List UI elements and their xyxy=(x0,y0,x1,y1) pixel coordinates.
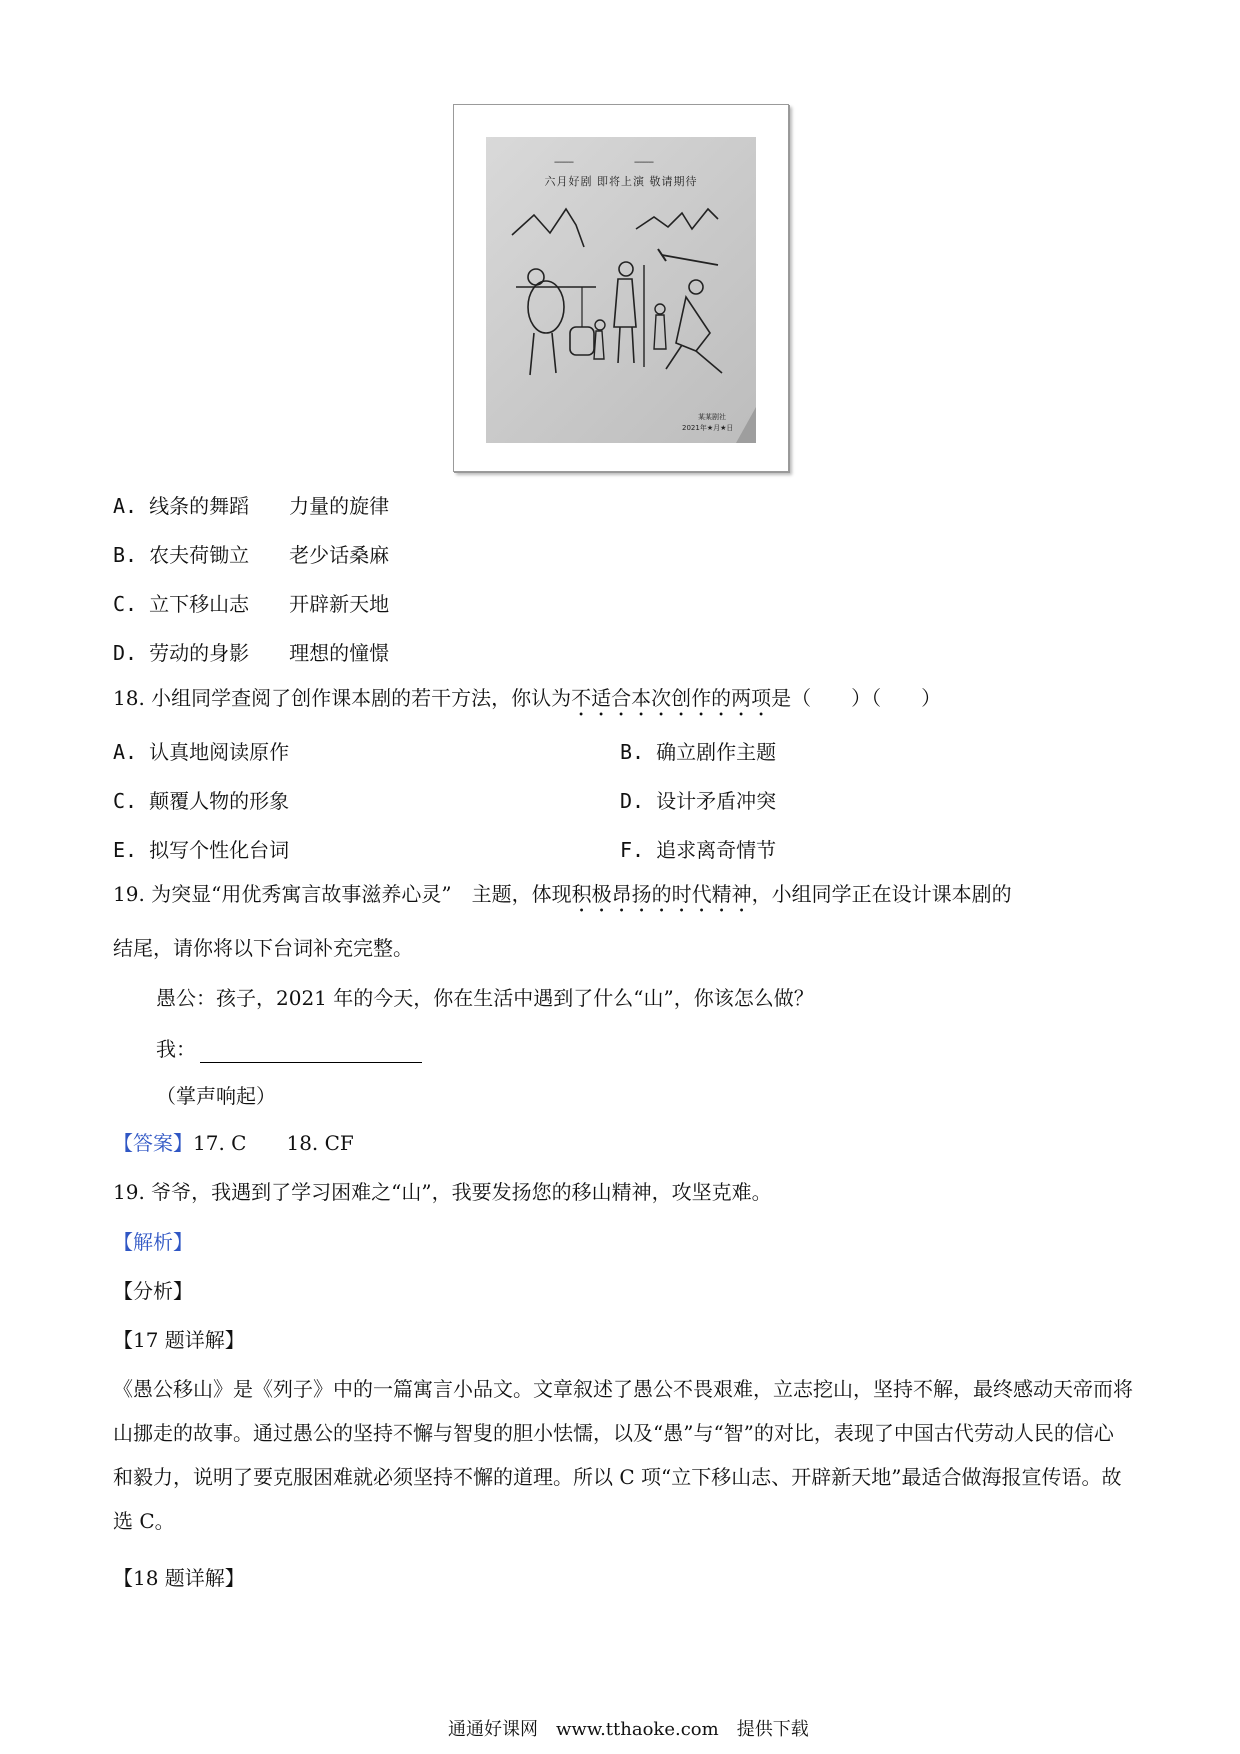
q19-emphasis: 积极昂扬的时代精神 xyxy=(571,882,752,906)
option-letter: B. xyxy=(113,543,138,567)
poster-image xyxy=(453,104,789,472)
q18-detail-label: 【18 题详解】 xyxy=(113,1566,245,1590)
analysis-label: 【解析】 xyxy=(113,1230,193,1254)
option-text: 线条的舞蹈 力量的旋律 xyxy=(149,494,390,518)
option-letter: F. xyxy=(620,838,645,862)
poster-org: 某某剧社 xyxy=(698,413,726,421)
q19-stem xyxy=(113,880,1012,917)
option-letter: D. xyxy=(113,641,138,665)
option-text: 颠覆人物的形象 xyxy=(149,789,290,813)
dialogue-yugong: 愚公：孩子，2021 年的今天，你在生活中遇到了什么“山”，你该怎么做？ xyxy=(156,986,814,1010)
q17-option-a xyxy=(113,492,389,520)
option-letter: A. xyxy=(113,494,138,518)
stage-direction: （掌声响起） xyxy=(156,1084,276,1108)
q18-emphasis: 不适合本次创作的两项 xyxy=(571,686,772,710)
answer-label: 【答案】 xyxy=(113,1131,193,1155)
poster-date: 2021年★月★日 xyxy=(682,424,734,432)
q17-option-d xyxy=(113,639,389,667)
answer-18: 18. CF xyxy=(286,1131,354,1155)
answer-blank[interactable] xyxy=(200,1042,422,1063)
q17-option-b xyxy=(113,541,389,569)
page-footer: 通通好课网 www.tthaoke.com 提供下载 xyxy=(448,1719,809,1740)
answer-17: 17. C xyxy=(193,1131,247,1155)
poster-dashes-right: -------- xyxy=(634,157,654,168)
poster-photo xyxy=(486,137,756,443)
q18-option-f xyxy=(620,836,776,864)
option-letter: A. xyxy=(113,740,138,764)
option-text: 拟写个性化台词 xyxy=(149,838,290,862)
q18-option-c xyxy=(113,787,289,815)
option-letter: B. xyxy=(620,740,645,764)
q17-detail-label: 【17 题详解】 xyxy=(113,1328,245,1352)
option-letter: C. xyxy=(113,592,138,616)
q18-option-b xyxy=(620,738,776,766)
q18-stem-blanks: 是（ ）（ ） xyxy=(771,686,942,710)
option-text: 农夫荷锄立 老少话桑麻 xyxy=(149,543,390,567)
option-text: 立下移山志 开辟新天地 xyxy=(149,592,390,616)
option-text: 追求离奇情节 xyxy=(656,838,777,862)
q17-option-c xyxy=(113,590,389,618)
question-number: 18. xyxy=(113,686,145,710)
dialogue-me-label: 我： xyxy=(156,1037,196,1061)
q19-stem-line2: 结尾，请你将以下台词补充完整。 xyxy=(113,936,413,960)
option-letter: C. xyxy=(113,789,138,813)
q19-stem-text: 为突显“用优秀寓言故事滋养心灵” 主题，体现 xyxy=(151,882,572,906)
option-letter: D. xyxy=(620,789,645,813)
option-text: 设计矛盾冲突 xyxy=(656,789,777,813)
q18-stem-text: 小组同学查阅了创作课本剧的若干方法，你认为 xyxy=(151,686,572,710)
q18-option-a xyxy=(113,738,289,766)
answer-line xyxy=(113,1129,354,1157)
q18-option-e xyxy=(113,836,289,864)
q17-detail-text: 《愚公移山》是《列子》中的一篇寓言小品文。文章叙述了愚公不畏艰难，立志挖山，坚持不解，最终感动天帝而将山挪走的故事。通过愚公的坚持不懈与智叟的胆小怯懦，以及“愚”与“智”的对比，表现了中国古代劳动人民的信心和毅力，说明了要克服困难就必须坚持不懈的道理。所以 C 项“立下移山志、开辟新天地”最适合做海报宣传语。故选 C。 xyxy=(113,1377,1133,1533)
analysis-sub-label: 【分析】 xyxy=(113,1279,193,1303)
poster-caption: 六月好剧 即将上演 敬请期待 xyxy=(544,175,698,188)
option-letter: E. xyxy=(113,838,138,862)
q18-stem xyxy=(113,684,941,721)
question-number: 19. xyxy=(113,882,145,906)
q18-option-d xyxy=(620,787,776,815)
option-text: 认真地阅读原作 xyxy=(149,740,290,764)
poster-dashes-left: -------- xyxy=(554,157,574,168)
option-text: 劳动的身影 理想的憧憬 xyxy=(149,641,390,665)
answer-19: 19. 爷爷，我遇到了学习困难之“山”，我要发扬您的移山精神，攻坚克难。 xyxy=(113,1180,772,1204)
poster-illustration xyxy=(486,137,756,443)
q19-stem-text-end: ，小组同学正在设计课本剧的 xyxy=(751,882,1012,906)
option-text: 确立剧作主题 xyxy=(656,740,777,764)
dialogue-me xyxy=(156,1035,422,1063)
